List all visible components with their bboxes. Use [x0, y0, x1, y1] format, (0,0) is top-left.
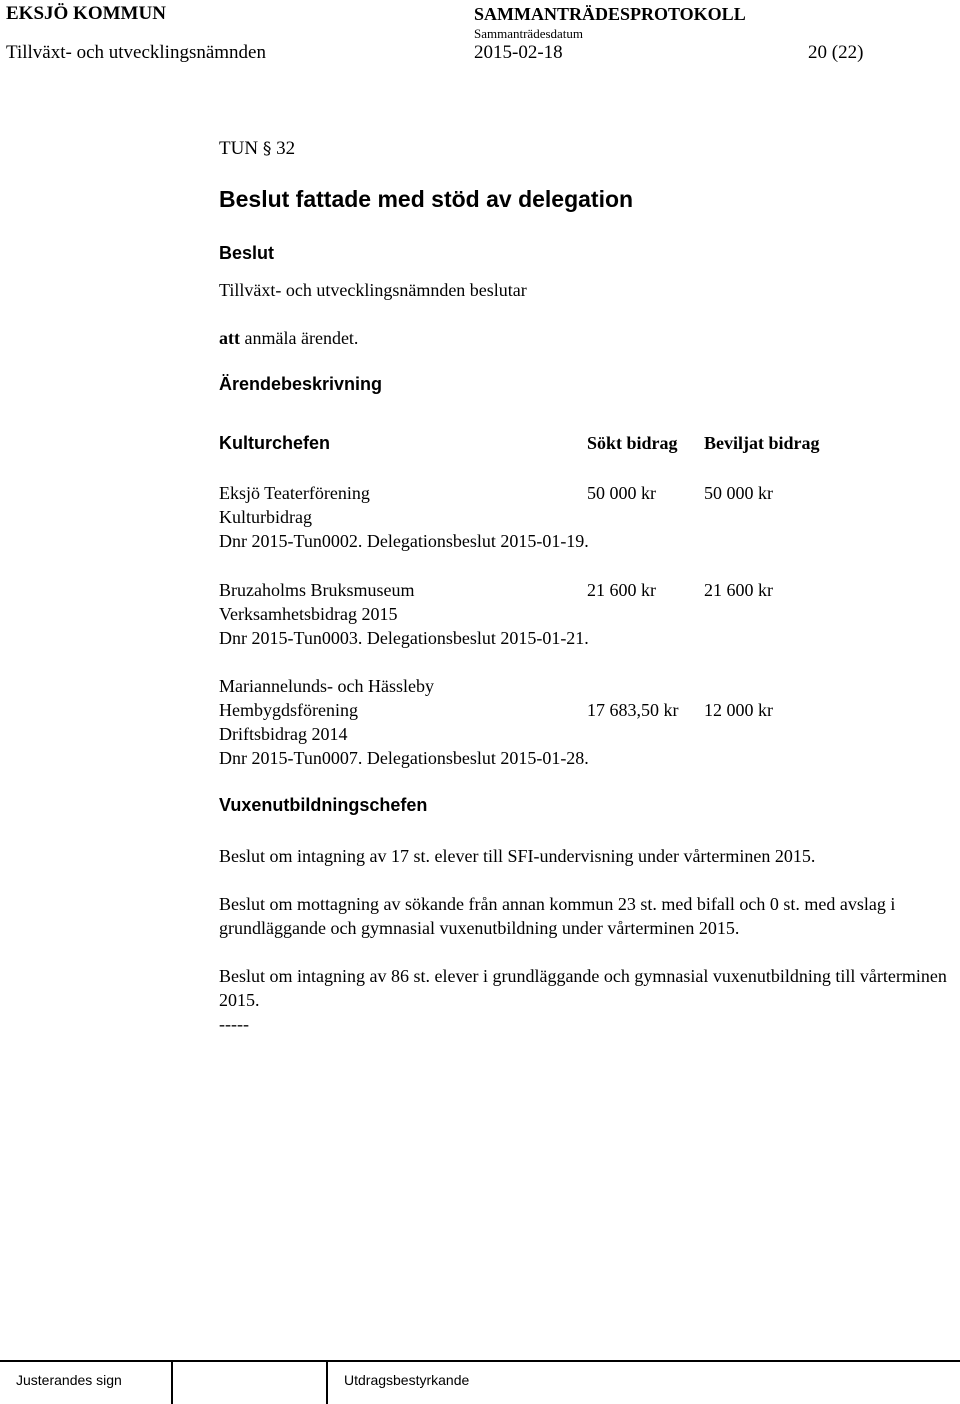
case-number: [219, 138, 295, 160]
item-line: Kulturbidrag: [219, 507, 312, 527]
applied-amount: 50 000 kr: [587, 483, 656, 503]
decision-att-line: [219, 326, 358, 350]
col-applied-header: Sökt bidrag: [587, 433, 678, 453]
vux-paragraph: Beslut om mottagning av sökande från annan kommun 23 st. med bifall och 0 st. med avslag i grundläggande och gymnasial vuxenutbildning under vårterminen 2015.: [219, 894, 896, 938]
item-line: Dnr 2015-Tun0007. Delegationsbeslut 2015-01-28.: [219, 748, 589, 768]
list-item: [219, 481, 773, 505]
extract-label: Utdragsbestyrkande: [344, 1372, 470, 1388]
item-line: Verksamhetsbidrag 2015: [219, 604, 398, 624]
item-line: Eksjö Teaterförening: [219, 483, 370, 503]
page-title: Beslut fattade med stöd av delegation: [219, 186, 634, 212]
applied-amount: 17 683,50 kr: [587, 700, 679, 720]
decision-heading: Beslut: [219, 243, 275, 263]
case-number-value: 32: [276, 138, 296, 159]
page-number: 20 (22): [808, 42, 864, 63]
section-symbol: §: [262, 139, 272, 159]
document-type: SAMMANTRÄDESPROTOKOLL: [474, 4, 746, 24]
item-line: Dnr 2015-Tun0002. Delegationsbeslut 2015-01-19.: [219, 531, 589, 551]
sign-label: Justerandes sign: [16, 1372, 122, 1388]
footer-cell-divider: [326, 1362, 328, 1404]
footer-cell-divider: [171, 1362, 173, 1404]
list-item: [219, 578, 773, 602]
item-line: Mariannelunds- och Hässleby: [219, 676, 434, 696]
decision-text: Tillväxt- och utvecklingsnämnden beslutar: [219, 280, 527, 300]
att-text: anmäla ärendet.: [240, 328, 359, 348]
applied-amount: 21 600 kr: [587, 580, 656, 600]
kultur-heading: Kulturchefen: [219, 433, 331, 453]
case-prefix: TUN: [219, 138, 259, 159]
vux-paragraph: Beslut om intagning av 17 st. elever till SFI-undervisning under vårterminen 2015.: [219, 846, 816, 866]
list-item: [219, 698, 773, 722]
kultur-table-header: [219, 431, 820, 455]
att-keyword: att: [219, 328, 240, 348]
col-granted-header: Beviljat bidrag: [704, 433, 820, 453]
meeting-date: 2015-02-18: [474, 42, 563, 63]
granted-amount: 50 000 kr: [704, 483, 773, 503]
granted-amount: 12 000 kr: [704, 700, 773, 720]
item-line: Driftsbidrag 2014: [219, 724, 348, 744]
footer-divider: [0, 1360, 960, 1362]
organization-name: EKSJÖ KOMMUN: [6, 3, 166, 24]
date-label: Sammanträdesdatum: [474, 26, 584, 41]
granted-amount: 21 600 kr: [704, 580, 773, 600]
end-marker: -----: [219, 1014, 249, 1034]
item-line: Hembygdsförening: [219, 700, 358, 720]
vux-paragraph: Beslut om intagning av 86 st. elever i grundläggande och gymnasial vuxenutbildning till vårterminen 2015.: [219, 966, 947, 1010]
committee-name: Tillväxt- och utvecklingsnämnden: [6, 42, 266, 63]
item-line: Dnr 2015-Tun0003. Delegationsbeslut 2015-01-21.: [219, 628, 589, 648]
item-line: Bruzaholms Bruksmuseum: [219, 580, 415, 600]
description-heading: Ärendebeskrivning: [219, 374, 383, 394]
vux-heading: Vuxenutbildningschefen: [219, 795, 428, 815]
